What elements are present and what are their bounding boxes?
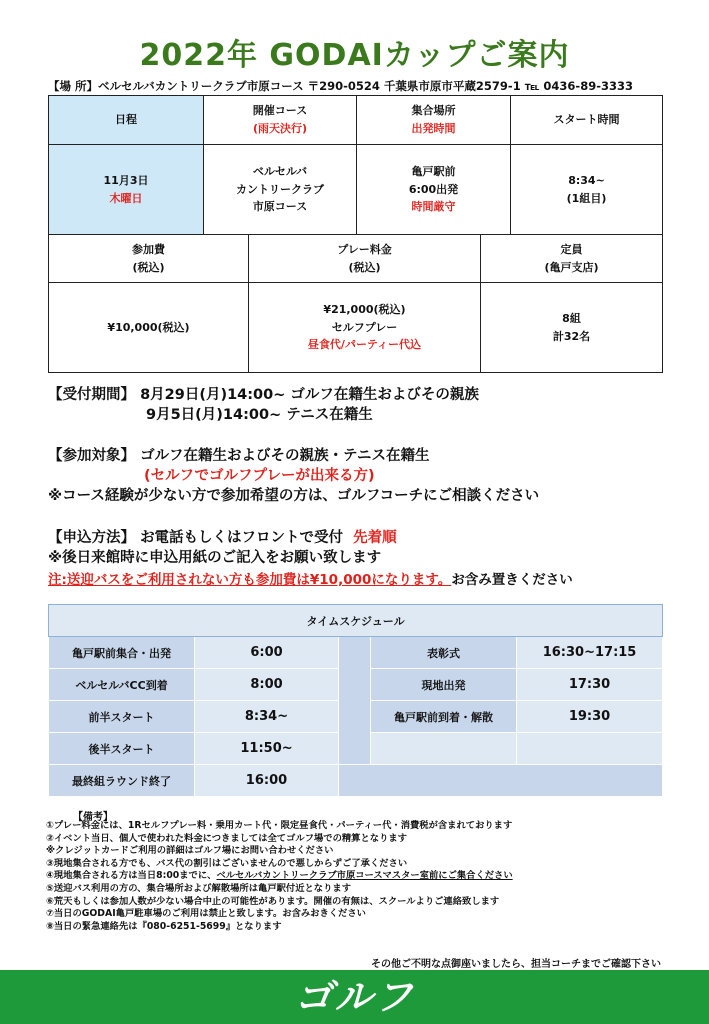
cell-start-time: 8:34~ (1組目) bbox=[511, 145, 663, 235]
schedule-empty bbox=[517, 733, 663, 765]
banner-logo-text: ゴルフ bbox=[294, 975, 415, 1019]
schedule-time: 17:30 bbox=[517, 669, 663, 701]
cell-date: 11月3日 木曜日 bbox=[49, 145, 204, 235]
time-schedule-table bbox=[48, 604, 663, 797]
event-info-table bbox=[48, 95, 663, 235]
schedule-time: 16:30~17:15 bbox=[517, 637, 663, 669]
note-item: ④現地集合される方は当日8:00までに、ベルセルバカントリークラブ市原コースマスター室前にご集合ください bbox=[46, 870, 513, 882]
schedule-time: 16:00 bbox=[195, 765, 339, 797]
apply-section: 【申込方法】 お電話もしくはフロントで受付 先着順 ※後日来館時に申込用紙のご記入をお願い致します bbox=[48, 530, 397, 566]
header-meeting: 集合場所 出発時間 bbox=[357, 96, 511, 145]
cell-play-fee: ¥21,000(税込) セルフプレー 昼食代/パーティー代込 bbox=[249, 283, 481, 373]
schedule-label: 亀戸駅前集合・出発 bbox=[49, 637, 195, 669]
note-item: ⑧当日の緊急連絡先は『080-6251-5699』となります bbox=[46, 920, 282, 932]
reception-section: 【受付期間】 8月29日(月)14:00~ ゴルフ在籍生およびその親族 9月5日(月)14:00~ テニス在籍生 bbox=[48, 387, 479, 423]
schedule-time: 11:50~ bbox=[195, 733, 339, 765]
apply-label: 【申込方法】 bbox=[48, 530, 135, 546]
note-item: ②イベント当日、個人で使われた料金につきましては全てゴルフ場での精算となります bbox=[46, 832, 407, 844]
note-item: ①プレー料金には、1Rセルフプレー料・乗用カート代・限定昼食代・パーティー代・消費税が含まれております bbox=[46, 820, 513, 831]
cell-meeting: 亀戸駅前 6:00出発 時間厳守 bbox=[357, 145, 511, 235]
page-title: 2022年 GODAIカップご案内 bbox=[139, 38, 570, 73]
note-item: ※クレジットカードご利用の詳細はゴルフ場にお問い合わせください bbox=[46, 845, 334, 857]
schedule-empty bbox=[371, 733, 517, 765]
notes-heading: 【備考】 bbox=[73, 812, 113, 823]
schedule-label: 表彰式 bbox=[371, 637, 517, 669]
schedule-label: ベルセルバCC到着 bbox=[49, 669, 195, 701]
schedule-label: 亀戸駅前到着・解散 bbox=[371, 701, 517, 733]
header-capacity: 定員 (亀戸支店) bbox=[481, 235, 663, 283]
schedule-label: 現地出発 bbox=[371, 669, 517, 701]
note-item: ⑦当日のGODAI亀戸駐車場のご利用は禁止と致します。お含みおきください bbox=[46, 908, 366, 920]
schedule-time: 6:00 bbox=[195, 637, 339, 669]
contact-note: その他ご不明な点御座いましたら、担当コーチまでご確認下さい bbox=[371, 959, 661, 970]
schedule-label: 後半スタート bbox=[49, 733, 195, 765]
note-item: ⑤送迎バス利用の方の、集合場所および解散場所は亀戸駅付近となります bbox=[46, 882, 351, 894]
schedule-title: タイムスケジュール bbox=[49, 605, 663, 637]
schedule-label: 前半スタート bbox=[49, 701, 195, 733]
golf-banner bbox=[0, 970, 709, 1024]
schedule-label: 最終組ラウンド終了 bbox=[49, 765, 195, 797]
fee-notice: 注:送迎バスをご利用されない方も参加費は¥10,000になります。お含み置きください bbox=[48, 572, 573, 588]
cell-fee: ¥10,000(税込) bbox=[49, 283, 249, 373]
schedule-time: 8:34~ bbox=[195, 701, 339, 733]
target-section: 【参加対象】 ゴルフ在籍生およびその親族・テニス在籍生 (セルフでゴルフプレーが出来る方) ※コース経験が少ない方で参加希望の方は、ゴルフコーチにご相談ください bbox=[48, 448, 540, 504]
reception-label: 【受付期間】 bbox=[48, 387, 135, 403]
venue-info: 【場 所】ベルセルバカントリークラブ市原コース 〒290-0524 千葉県市原市平蔵2579-1 ℡ 0436-89-3333 bbox=[48, 79, 633, 93]
note-item: ⑥荒天もしくは参加人数が少ない場合中止の可能性があります。開催の有無は、スクールよりご連絡致します bbox=[46, 895, 500, 907]
notes-list bbox=[46, 820, 513, 933]
cell-course: ベルセルバ カントリークラブ 市原コース bbox=[204, 145, 357, 235]
header-course: 開催コース (雨天決行) bbox=[204, 96, 357, 145]
target-label: 【参加対象】 bbox=[48, 448, 135, 464]
note-item: ③現地集合される方でも、バス代の割引はございませんので悪しからずご了承ください bbox=[46, 857, 408, 869]
header-date: 日程 bbox=[49, 96, 204, 145]
fee-table bbox=[48, 234, 663, 373]
header-start-time: スタート時間 bbox=[511, 96, 663, 145]
header-fee: 参加費 (税込) bbox=[49, 235, 249, 283]
cell-capacity: 8組 計32名 bbox=[481, 283, 663, 373]
schedule-time: 19:30 bbox=[517, 701, 663, 733]
schedule-time: 8:00 bbox=[195, 669, 339, 701]
header-play-fee: プレー料金 (税込) bbox=[249, 235, 481, 283]
